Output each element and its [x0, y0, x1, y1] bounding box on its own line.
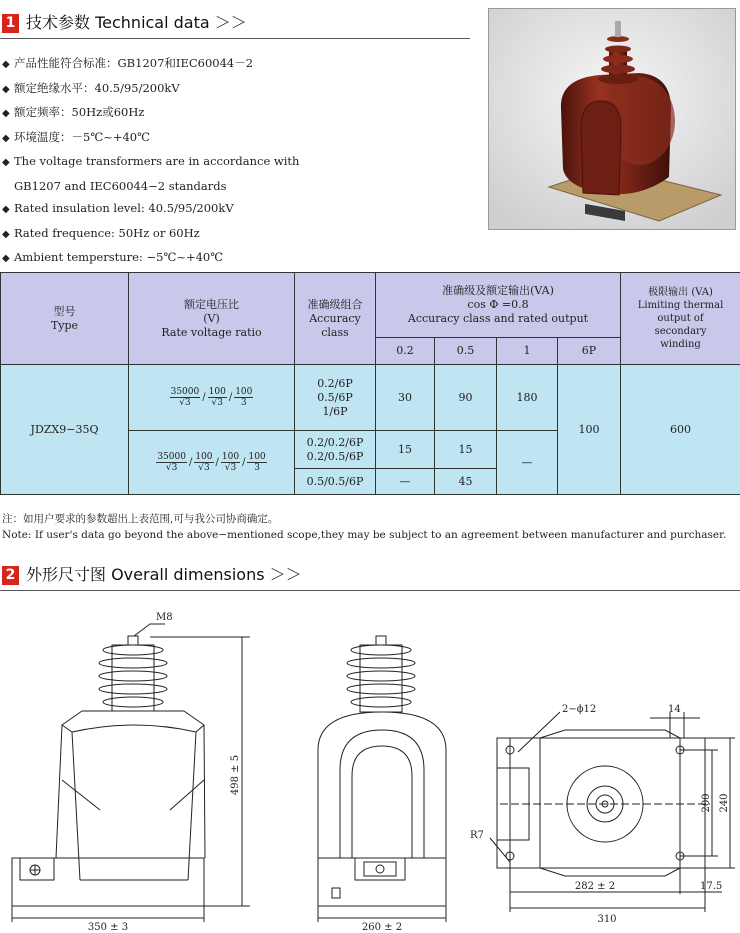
value-cell: 30 — [376, 365, 435, 431]
value-cell: 180 — [497, 365, 558, 431]
header-output: 准确级及额定输出(VA) cos Φ =0.8 Accuracy class and rated output — [376, 273, 621, 338]
label-r7: R7 — [470, 830, 484, 841]
limit-cell: 600 — [621, 365, 740, 495]
model-cell: JDZX9−35Q — [1, 365, 129, 495]
label-width-front: 350 ± 3 — [87, 922, 129, 933]
bullet-item: ◆ 环境温度：－5℃~+40℃ — [2, 129, 150, 144]
bullet-item: ◆ Ambient tempersture: −5℃~+40℃ — [2, 250, 224, 264]
spec-table — [0, 272, 740, 495]
label-17-5: 17.5 — [700, 881, 723, 892]
label-282: 282 ± 2 — [574, 881, 616, 892]
note-cn: 注：如用户要求的参数超出上表范围,可与我公司协商确定。 — [2, 513, 279, 525]
value-cell: — — [376, 469, 435, 495]
dimension-drawings — [0, 600, 740, 933]
header-type: 型号 Type — [1, 273, 129, 365]
section-number: 1 — [2, 14, 19, 33]
value-6p-cell: 100 — [558, 365, 621, 495]
bullet-item: ◆ Rated frequence: 50Hz or 60Hz — [2, 225, 200, 240]
spec-bullet-list — [2, 52, 472, 271]
col-0-2: 0.2 — [376, 338, 435, 365]
side-view-drawing — [318, 636, 446, 922]
label-200: 200 — [701, 793, 712, 813]
col-6p: 6P — [558, 338, 621, 365]
label-width-side: 260 ± 2 — [361, 922, 403, 933]
value-cell: — — [497, 431, 558, 495]
header-limit: 极限输出 (VA) Limiting thermal output of secondary winding — [621, 273, 740, 365]
label-height: 498 ± 5 — [230, 754, 241, 796]
col-1: 1 — [497, 338, 558, 365]
product-photo — [488, 8, 736, 230]
bullet-item: ◆ 产品性能符合标准：GB1207和IEC60044－2 — [2, 56, 254, 70]
bullet-item: ◆ Rated insulation level: 40.5/95/200kV — [2, 201, 234, 215]
bullet-item: ◆ 额定频率：50Hz或60Hz — [2, 105, 145, 119]
bullet-item: ◆ 额定绝缘水平：40.5/95/200kV — [2, 80, 180, 95]
accuracy-cell-3: 0.5/0.5/6P — [295, 469, 376, 495]
bullet-item: ◆ The voltage transformers are in accordance with — [2, 154, 300, 168]
accuracy-cell-2: 0.2/0.2/6P 0.2/0.5/6P — [295, 431, 376, 469]
section-title: 技术参数 Technical data ＞＞ — [26, 13, 247, 32]
label-310: 310 — [597, 914, 617, 925]
ratio-cell-2: $\frac{35000}{√3}$ / $\frac{100}{√3}$ / $\frac{100}{√3}$ / $\frac{100}{3}$ — [129, 431, 295, 495]
value-cell: 15 — [435, 431, 497, 469]
front-view-drawing — [12, 624, 250, 922]
label-240: 240 — [719, 793, 730, 813]
accuracy-cell-1: 0.2/6P 0.5/6P 1/6P — [295, 365, 376, 431]
bullet-item: GB1207 and IEC60044−2 standards — [14, 178, 227, 193]
ratio-cell-1: $\frac{35000}{√3}$ / $\frac{100}{√3}$ / $\frac{100}{3}$ — [129, 365, 295, 431]
section-rule — [0, 590, 740, 591]
header-accuracy: 准确级组合 Accuracy class — [295, 273, 376, 365]
note-en: Note: If user's data go beyond the above−mentioned scope,they may be subject to an agreement between manufacturer and purchaser. — [2, 529, 727, 541]
col-0-5: 0.5 — [435, 338, 497, 365]
header-ratio: 额定电压比 (V) Rate voltage ratio — [129, 273, 295, 365]
section-number: 2 — [2, 566, 19, 585]
label-holes: 2−ϕ12 — [562, 704, 597, 715]
value-cell: 90 — [435, 365, 497, 431]
label-14: 14 — [668, 704, 681, 715]
section-rule — [0, 38, 470, 39]
value-cell: 15 — [376, 431, 435, 469]
section-2-header — [0, 564, 740, 590]
label-m8: M8 — [156, 612, 173, 623]
section-title: 外形尺寸图 Overall dimensions ＞＞ — [26, 565, 302, 584]
value-cell: 45 — [435, 469, 497, 495]
